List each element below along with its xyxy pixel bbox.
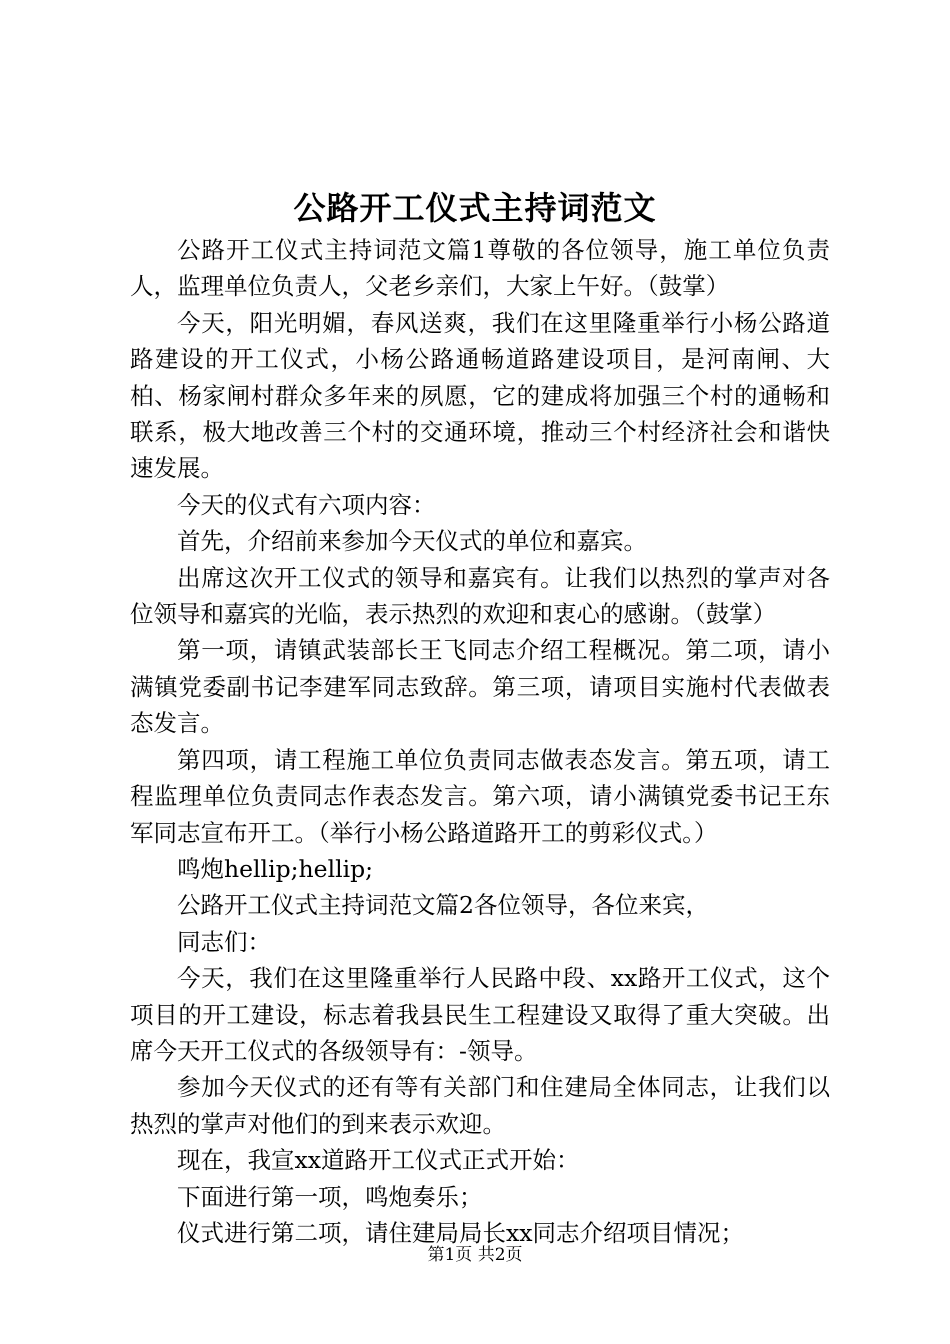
paragraph: 第一项，请镇武装部长王飞同志介绍工程概况。第二项，请小满镇党委副书记李建军同志致辞。第三项，请项目实施村代表做表态发言。 (130, 636, 830, 738)
paragraph: 出席这次开工仪式的领导和嘉宾有。让我们以热烈的掌声对各位领导和嘉宾的光临，表示热烈的欢迎和衷心的感谢。（鼓掌） (130, 563, 830, 629)
paragraph: 鸣炮hellip;hellip; (177, 854, 374, 883)
document-body (130, 232, 830, 1251)
paragraph: 现在，我宣xx道路开工仪式正式开始： (177, 1146, 580, 1175)
paragraph: 首先，介绍前来参加今天仪式的单位和嘉宾。 (177, 527, 647, 556)
page-footer: 第1页 共2页 (427, 1245, 523, 1265)
paragraph: 参加今天仪式的还有等有关部门和住建局全体同志，让我们以热烈的掌声对他们的到来表示欢迎。 (130, 1073, 830, 1138)
paragraph: 下面进行第一项，鸣炮奏乐； (177, 1182, 483, 1211)
paragraph: 公路开工仪式主持词范文篇2各位领导，各位来宾， (177, 891, 709, 920)
paragraph: 公路开工仪式主持词范文篇1尊敬的各位领导，施工单位负责人，监理单位负责人，父老乡亲们，大家上午好。（鼓掌） (130, 236, 830, 301)
paragraph: 同志们： (177, 927, 271, 956)
document-title: 公路开工仪式主持词范文 (293, 189, 657, 227)
paragraph: 今天，我们在这里隆重举行人民路中段、xx路开工仪式，这个项目的开工建设，标志着我县民生工程建设又取得了重大突破。出席今天开工仪式的各级领导有：-领导。 (130, 964, 830, 1065)
paragraph: 今天，阳光明媚，春风送爽，我们在这里隆重举行小杨公路道路建设的开工仪式，小杨公路通畅道路建设项目，是河南闸、大柏、杨家闸村群众多年来的夙愿，它的建成将加强三个村的通畅和联系，极大地改善三个村的交通环境，推动三个村经济社会和谐快速发展。 (130, 308, 830, 483)
paragraph: 第四项，请工程施工单位负责同志做表态发言。第五项，请工程监理单位负责同志作表态发言。第六项，请小满镇党委书记王东军同志宣布开工。（举行小杨公路道路开工的剪彩仪式。） (130, 745, 830, 847)
paragraph: 仪式进行第二项，请住建局局长xx同志介绍项目情况； (177, 1218, 745, 1247)
paragraph: 今天的仪式有六项内容： (177, 490, 436, 519)
